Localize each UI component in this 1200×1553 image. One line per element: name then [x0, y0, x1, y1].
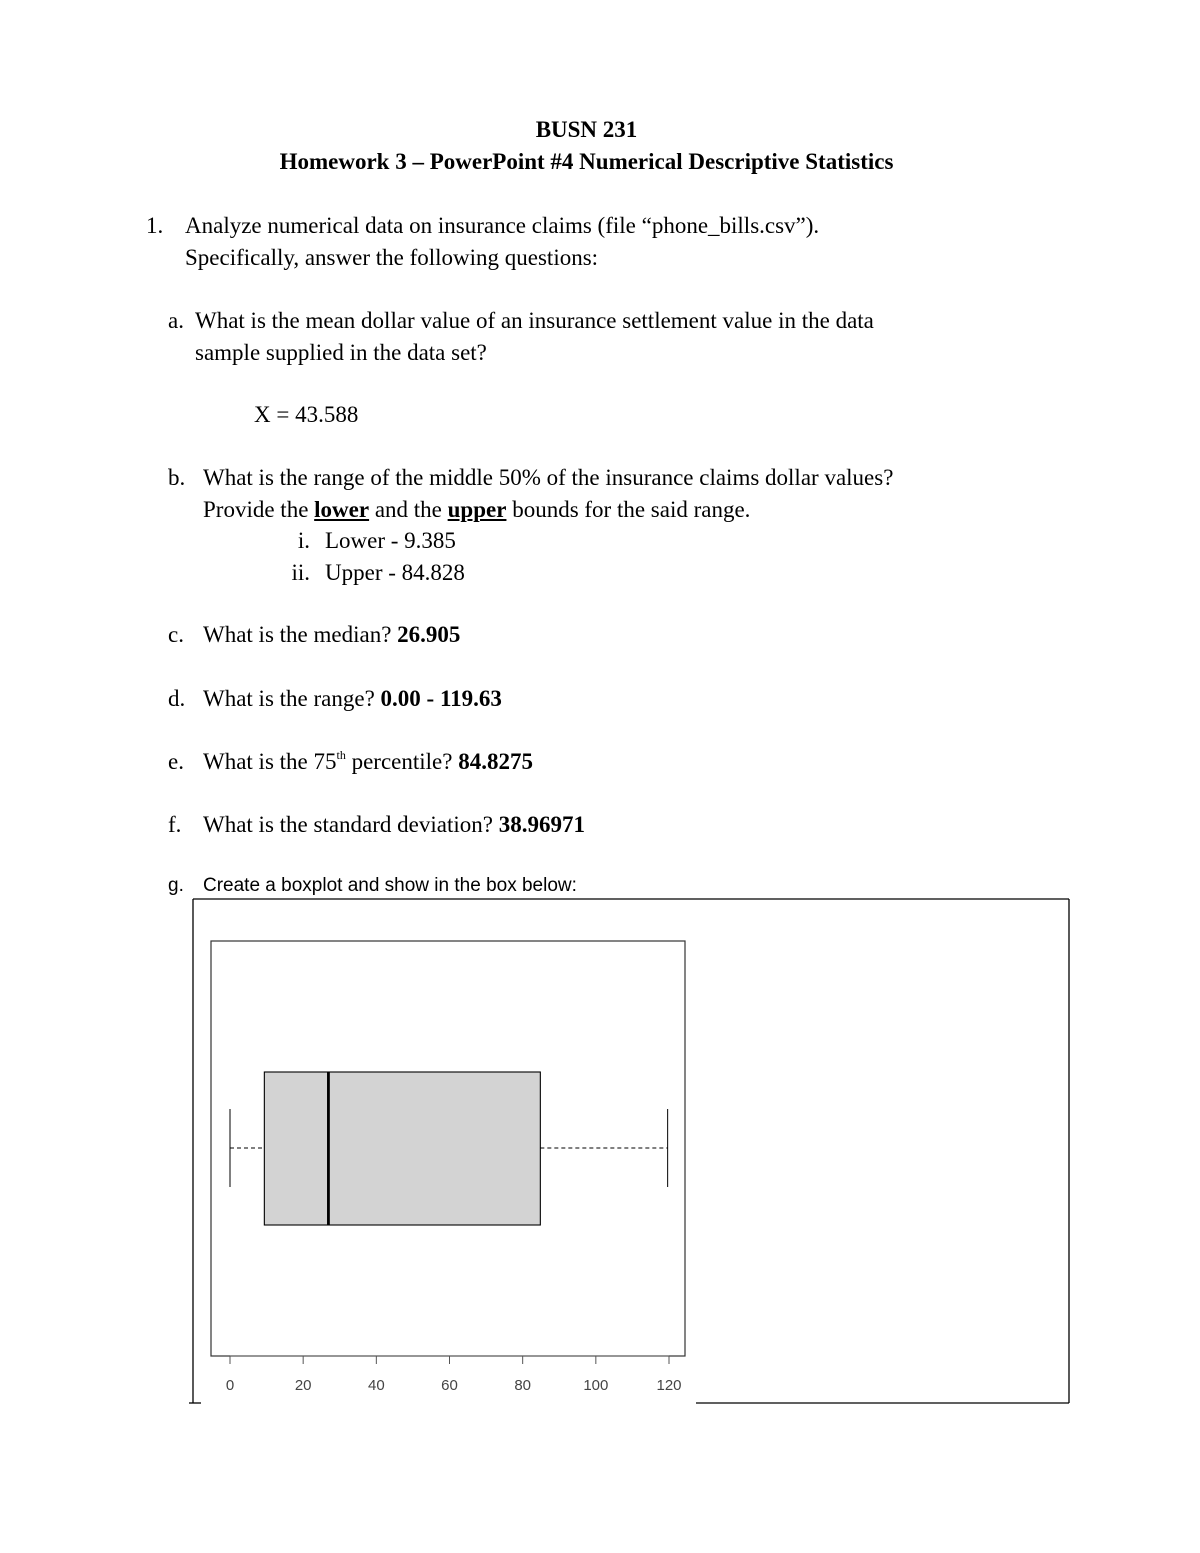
part-a-answer: X = 43.588: [254, 402, 359, 427]
part-c-question: What is the median?: [203, 622, 398, 647]
part-a-line-2: sample supplied in the data set?: [195, 340, 487, 365]
x-tick-label: 0: [225, 1377, 235, 1394]
part-e-question-pre: What is the 75: [203, 749, 337, 774]
part-b-marker: b.: [168, 465, 186, 490]
upper-word: upper: [447, 497, 507, 522]
part-f-answer: 38.96971: [498, 812, 585, 837]
question-number: 1.: [146, 213, 164, 238]
x-tick-label: 80: [514, 1377, 532, 1394]
x-tick-label: 60: [441, 1377, 458, 1394]
part-b-line-1: What is the range of the middle 50% of the insurance claims dollar values?: [203, 465, 894, 490]
item-i-lower: Lower - 9.385: [325, 528, 456, 553]
question-line-1: Analyze numerical data on insurance claims (file “phone_bills.csv”).: [185, 213, 820, 238]
part-g-text: Create a boxplot and show in the box below:: [203, 875, 577, 896]
part-d-answer: 0.00 - 119.63: [380, 686, 502, 711]
x-tick-label: 120: [656, 1377, 682, 1394]
item-ii-upper: Upper - 84.828: [325, 560, 465, 585]
item-ii-marker: ii.: [291, 560, 310, 585]
part-b-line-2-pre: Provide the: [203, 497, 315, 522]
part-b-line-2-post: bounds for the said range.: [506, 497, 751, 522]
part-e-answer: 84.8275: [458, 749, 533, 774]
part-a-line-1: What is the mean dollar value of an insurance settlement value in the data: [195, 308, 874, 333]
course-title: BUSN 231: [535, 117, 638, 142]
part-e-superscript: th: [336, 748, 346, 762]
part-b-line-2-mid: and the: [369, 497, 448, 522]
iqr-box: [264, 1072, 540, 1225]
part-a-marker: a.: [168, 308, 184, 333]
item-i-marker: i.: [297, 528, 310, 553]
part-e-question-post: percentile?: [345, 749, 459, 774]
part-c-answer: 26.905: [397, 622, 461, 647]
x-axis-ticks: [226, 1356, 682, 1394]
homework-title: Homework 3 – PowerPoint #4 Numerical Descriptive Statistics: [279, 149, 894, 174]
question-line-2: Specifically, answer the following questions:: [185, 245, 599, 270]
part-c-marker: c.: [168, 622, 184, 647]
x-tick-label: 100: [583, 1377, 609, 1394]
part-d-question: What is the range?: [203, 686, 381, 711]
part-d-marker: d.: [168, 686, 186, 711]
part-e-marker: e.: [168, 749, 184, 774]
x-tick-label: 40: [367, 1377, 385, 1394]
part-g-marker: g.: [168, 875, 184, 896]
part-f-question: What is the standard deviation?: [203, 812, 499, 837]
lower-word: lower: [314, 497, 370, 522]
x-tick-label: 20: [294, 1377, 312, 1394]
part-f-marker: f.: [168, 812, 182, 837]
